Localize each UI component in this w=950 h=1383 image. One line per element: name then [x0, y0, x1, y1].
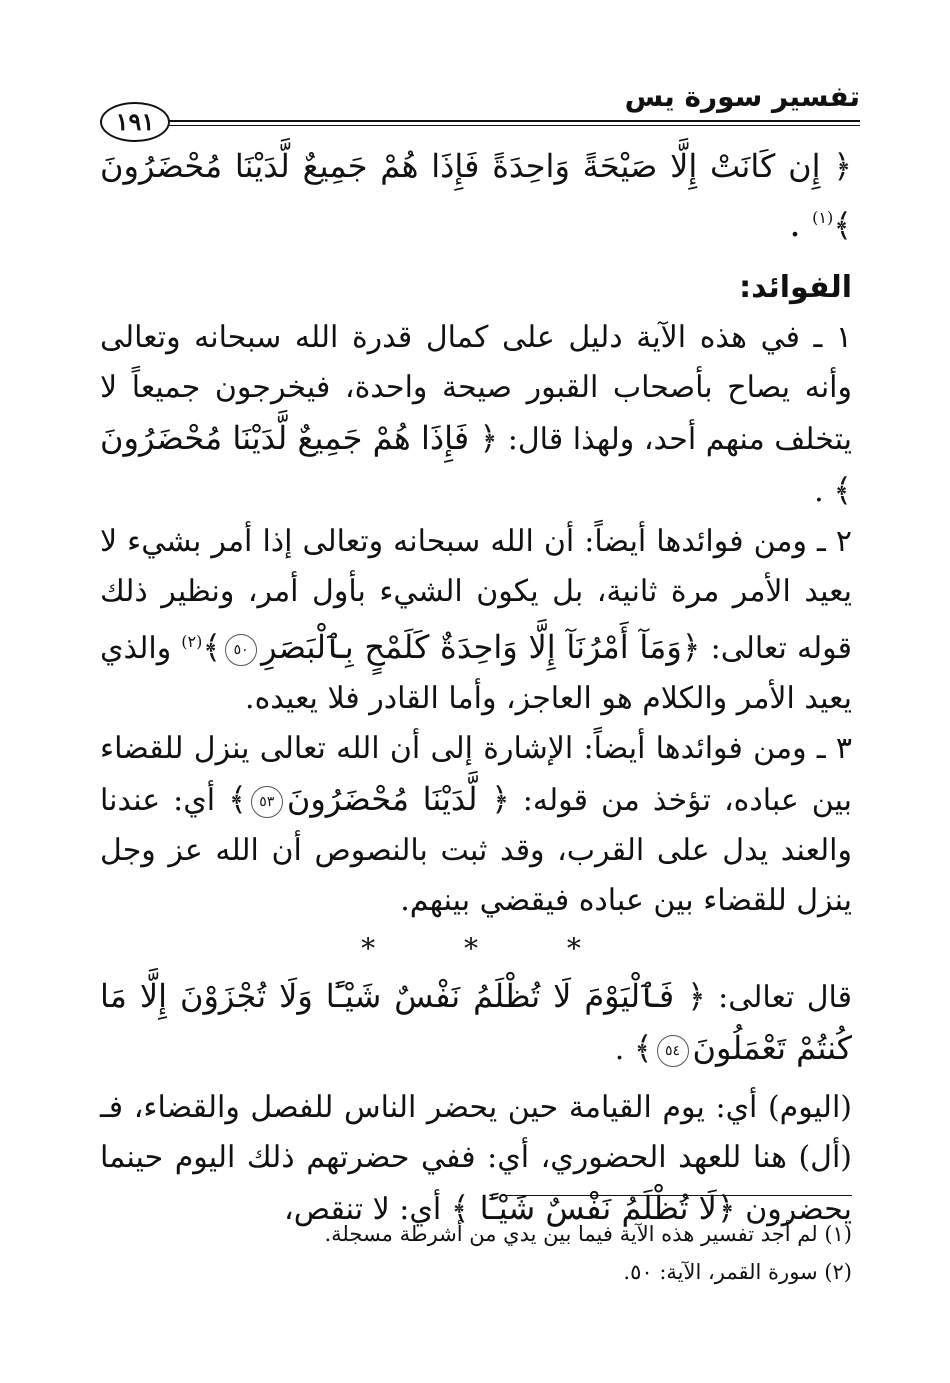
paragraph-3-quran: ﴿ لَّدَيْنَا مُحْضَرُونَ [286, 780, 510, 818]
commentary-end: أي: لا تنقص، [284, 1192, 451, 1227]
paragraph-3-quran-end: ﴾ [228, 780, 247, 818]
ayah-number-mark: ٥٠ [225, 634, 257, 666]
footnotes [100, 1215, 852, 1291]
benefits-heading: الفوائد: [739, 270, 852, 305]
ayah-number-mark: ٥٤ [657, 1035, 689, 1067]
paragraph-2-quran-end: ﴾ [202, 628, 222, 666]
page-header [100, 70, 860, 136]
benefit-paragraph-3 [100, 724, 852, 926]
verse-top-end: . [789, 204, 801, 245]
verse-54-quran: ﴿ فَٱلْيَوْمَ لَا تُظْلَمُ نَفْسٌ شَيْـًٔا وَلَا تُجْزَوْنَ إِلَّا مَا كُنتُمْ تَعْمَلُونَ [100, 977, 852, 1067]
footnote-2: (٢) سورة القمر، الآية: ٥٠. [623, 1260, 852, 1284]
header-rule-thin [162, 125, 860, 126]
commentary-quran: ﴿لَا تُظْلَمُ نَفْسٌ شَيْـًٔا ﴾ [450, 1189, 736, 1227]
paragraph-1-end: . [814, 474, 834, 509]
verse-54-quran-end: ﴾ [633, 1029, 653, 1067]
commentary-paragraph [100, 1083, 852, 1235]
footnote-1: (١) لم أجد تفسير هذه الآية فيما بين يدي من أشرطة مسجلة. [324, 1222, 852, 1246]
header-rule [162, 120, 860, 122]
verse-top [100, 140, 852, 251]
verse-top-text: ﴿ إِن كَانَتْ إِلَّا صَيْحَةً وَاحِدَةً فَإِذَا هُمْ جَمِيعٌ لَّدَيْنَا مُحْضَرُونَ ﴾ [100, 147, 852, 244]
section-separator: * * * [361, 932, 621, 965]
footnote-divider [504, 1195, 852, 1196]
paragraph-1-quran: ﴿ فَإِذَا هُمْ جَمِيعٌ لَّدَيْنَا مُحْضَرُونَ ﴾ [100, 419, 852, 509]
footnote-ref-1: (١) [812, 208, 834, 227]
commentary-text: (اليوم) أي: يوم القيامة حين يحضر الناس للفصل والقضاء، فـ (أل) هنا للعهد الحضوري، أي: ففي حضرتهم ذلك اليوم حينما يحضرون [100, 1090, 852, 1227]
paragraph-1-text: ١ ـ في هذه الآية دليل على كمال قدرة الله سبحانه وتعالى وأنه يصاح بأصحاب القبور صيحة واحدة، فيخرجون جميعاً لا يتخلف منهم أحد، ولهذا قال: [100, 320, 852, 457]
page-number: ١٩١ [100, 102, 170, 142]
paragraph-2-text: ٢ ـ ومن فوائدها أيضاً: أن الله سبحانه وتعالى إذا أمر بشيء لا يعيد الأمر مرة ثانية، بل يكون الشيء بأول أمر، ونظير ذلك قوله تعالى: [100, 524, 853, 666]
header-title: تفسير سورة يس [624, 80, 860, 113]
benefit-paragraph-2 [100, 517, 852, 724]
verse-54 [100, 971, 852, 1075]
paragraph-3-text: ٣ ـ ومن فوائدها أيضاً: الإشارة إلى أن الله تعالى ينزل للقضاء بين عباده، تؤخذ من قوله: [100, 731, 853, 818]
paragraph-2-end: والذي يعيد الأمر والكلام هو العاجز، وأما القادر فلا يعيده. [100, 631, 852, 716]
paragraph-3-end: أي: عندنا والعند يدل على القرب، وقد ثبت بالنصوص أن الله عز وجل ينزل للقضاء بين عباده فيقضي بينهم. [100, 783, 852, 918]
footnote-ref-2: (٢) [181, 632, 203, 651]
verse-54-intro: قال تعالى: [705, 980, 852, 1015]
benefit-paragraph-1 [100, 313, 852, 517]
paragraph-2-quran: ﴿وَمَآ أَمْرُنَآ إِلَّا وَاحِدَةٌ كَلَمْحٍ بِٱلْبَصَرِ [261, 628, 701, 666]
verse-54-end: . [614, 1032, 634, 1067]
ayah-number-mark: ٥٣ [251, 786, 283, 818]
page-body [100, 140, 852, 1235]
